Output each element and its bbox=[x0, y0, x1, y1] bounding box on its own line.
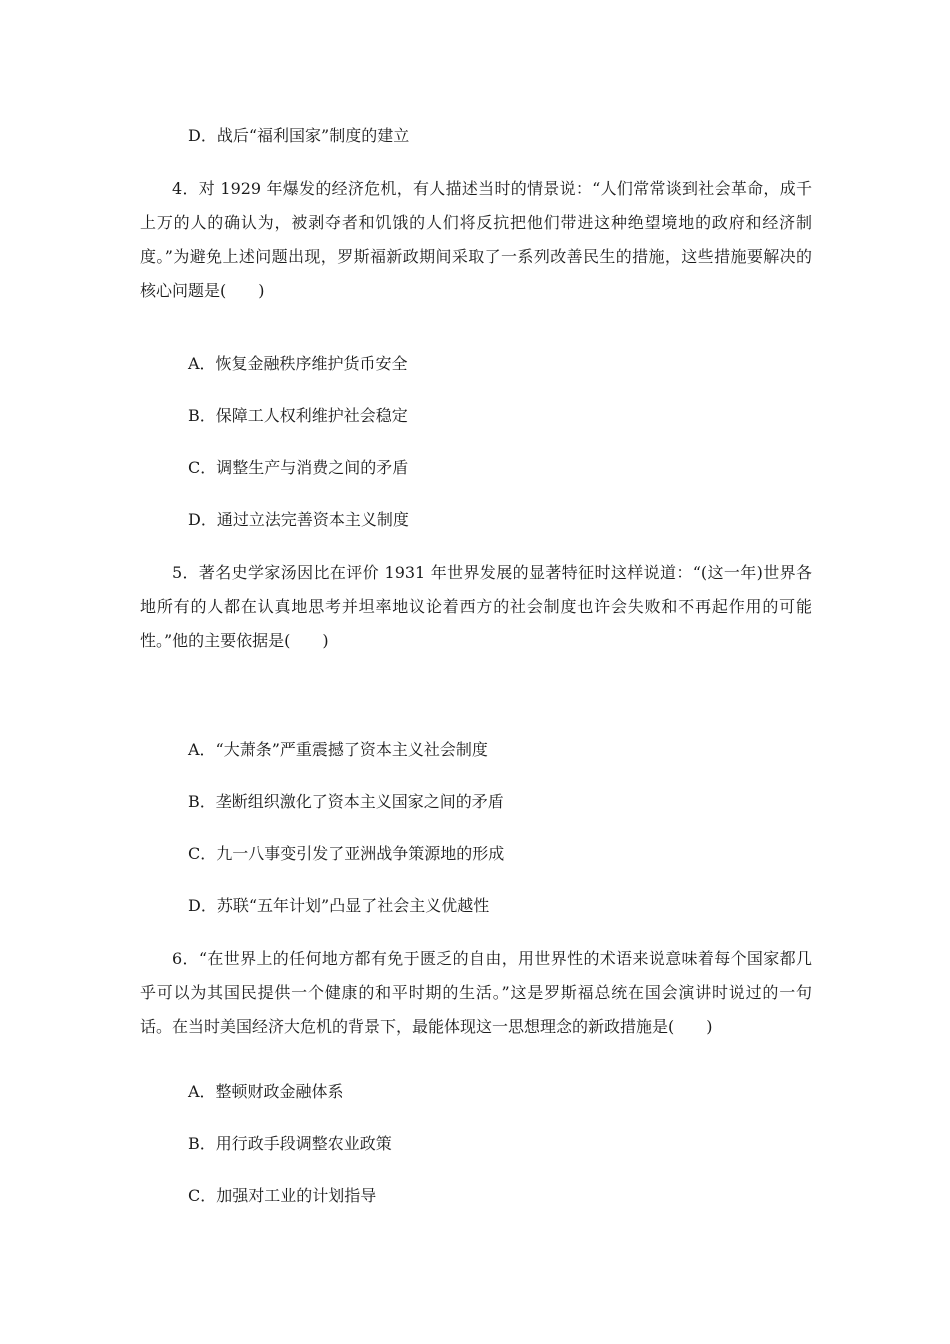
q4-option-d: D．通过立法完善资本主义制度 bbox=[188, 510, 409, 529]
q5-option-b: B．垄断组织激化了资本主义国家之间的矛盾 bbox=[188, 792, 504, 811]
q6-option-a: A．整顿财政金融体系 bbox=[188, 1082, 344, 1101]
q6-option-c: C．加强对工业的计划指导 bbox=[188, 1186, 377, 1205]
q4-option-a: A．恢复金融秩序维护货币安全 bbox=[188, 354, 408, 373]
q6-stem: 6．“在世界上的任何地方都有免于匮乏的自由，用世界性的术语来说意味着每个国家都几乎可以为其国民提供一个健康的和平时期的生活。”这是罗斯福总统在国会演讲时说过的一句话。在当时美国经济大危机的背景下，最能体现这一思想理念的新政措施是( ) bbox=[140, 949, 812, 1036]
q6-option-b: B．用行政手段调整农业政策 bbox=[188, 1134, 392, 1153]
q4-stem: 4．对 1929 年爆发的经济危机，有人描述当时的情景说：“人们常常谈到社会革命，成千上万的人的确认为，被剥夺者和饥饿的人们将反抗把他们带进这种绝望境地的政府和经济制度。”为避免上述问题出现，罗斯福新政期间采取了一系列改善民生的措施，这些措施要解决的核心问题是( ) bbox=[140, 179, 812, 300]
q4-option-b: B．保障工人权利维护社会稳定 bbox=[188, 406, 408, 425]
q4-option-c: C．调整生产与消费之间的矛盾 bbox=[188, 458, 409, 477]
q5-option-a: A．“大萧条”严重震撼了资本主义社会制度 bbox=[188, 740, 488, 759]
q3-option-d: D．战后“福利国家”制度的建立 bbox=[188, 126, 410, 145]
q5-option-d: D．苏联“五年计划”凸显了社会主义优越性 bbox=[188, 896, 490, 915]
q5-option-c: C．九一八事变引发了亚洲战争策源地的形成 bbox=[188, 844, 505, 863]
q5-stem: 5．著名史学家汤因比在评价 1931 年世界发展的显著特征时这样说道：“(这一年)世界各地所有的人都在认真地思考并坦率地议论着西方的社会制度也许会失败和不再起作用的可能性。”他的主要依据是( ) bbox=[140, 563, 812, 650]
